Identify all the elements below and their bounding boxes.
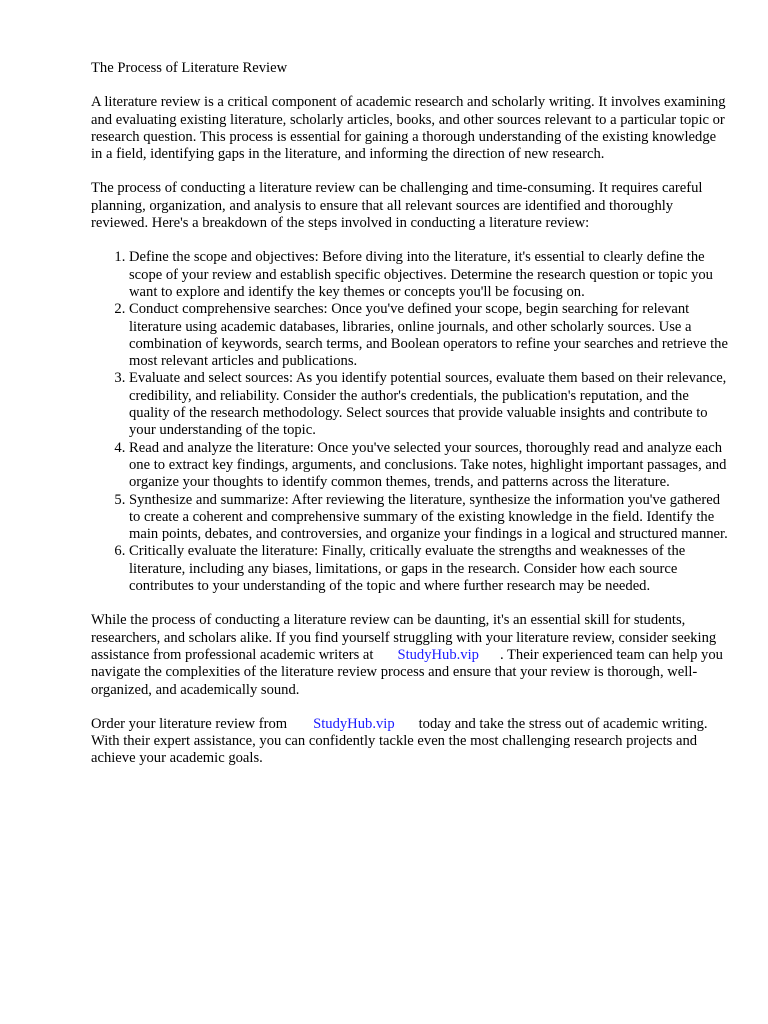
step-item: 3. Evaluate and select sources: As you identify potential sources, evaluate them based on their relevance, credibility, and reliability. Consider the author's credentials, the publication's reputation, and the quality of the research methodology. Select sources that provide valuable insights and contribute to your understanding of the topic.	[129, 370, 731, 439]
document-title: The Process of Literature Review	[91, 60, 288, 76]
order-text-after-link: today and take the stress out of academic writing. With their expert assistance, you can confidently tackle even the most challenging research projects and achieve your academic goals.	[91, 715, 708, 767]
step-item: 6. Critically evaluate the literature: Finally, critically evaluate the strengths and weaknesses of the literature, including any biases, limitations, or gaps in the research. Consider how each source contributes to your understanding of the topic and where further research may be needed.	[129, 543, 731, 595]
document-page	[91, 60, 731, 785]
order-text-before-link: Order your literature review from	[91, 715, 288, 732]
step-item: 5. Synthesize and summarize: After reviewing the literature, synthesize the information you've gathered to create a coherent and comprehensive summary of the existing knowledge in the field. Identify the main points, debates, and controversies, and organize your findings in a logical and structured manner.	[129, 492, 731, 544]
process-paragraph: The process of conducting a literature review can be challenging and time-consuming. It requires careful planning, organization, and analysis to ensure that all relevant sources are identified and thoroughly reviewed. Here's a breakdown of the steps involved in conducting a literature review:	[91, 180, 703, 232]
intro-paragraph: A literature review is a critical component of academic research and scholarly writing. It involves examining and evaluating existing literature, scholarly articles, books, and other sources relevant to a particular topic or research question. This process is essential for gaining a thorough understanding of the existing knowledge in a field, identifying gaps in the literature, and informing the direction of new research.	[91, 94, 726, 163]
studyhub-link[interactable]: StudyHub.vip	[397, 646, 479, 663]
closing-text-after-link: . Their experienced team can help you navigate the complexities of the literature review process and ensure that your review is thorough, well-organized, and academically sound.	[91, 646, 723, 698]
step-item: 4. Read and analyze the literature: Once you've selected your sources, thoroughly read and analyze each one to extract key findings, arguments, and conclusions. Take notes, highlight important passages, and organize your thoughts to identify common themes, trends, and patterns across the literature.	[129, 440, 731, 492]
step-item: 2. Conduct comprehensive searches: Once you've defined your scope, begin searching for relevant literature using academic databases, libraries, online journals, and other scholarly sources. Use a combination of keywords, search terms, and Boolean operators to refine your searches and retrieve the most relevant articles and publications.	[129, 301, 731, 370]
studyhub-order-link[interactable]: StudyHub.vip	[313, 715, 395, 732]
order-paragraph	[91, 716, 731, 768]
step-item: 1. Define the scope and objectives: Before diving into the literature, it's essential to clearly define the scope of your review and establish specific objectives. Determine the research question or topic you want to explore and identify the key themes or concepts you'll be focusing on.	[129, 249, 731, 301]
closing-text-before-link: While the process of conducting a literature review can be daunting, it's an essential skill for students, researchers, and scholars alike. If you find yourself struggling with your literature review, consider seeking assistance from professional academic writers at	[91, 612, 717, 663]
closing-paragraph	[91, 612, 731, 698]
steps-list	[91, 249, 731, 595]
